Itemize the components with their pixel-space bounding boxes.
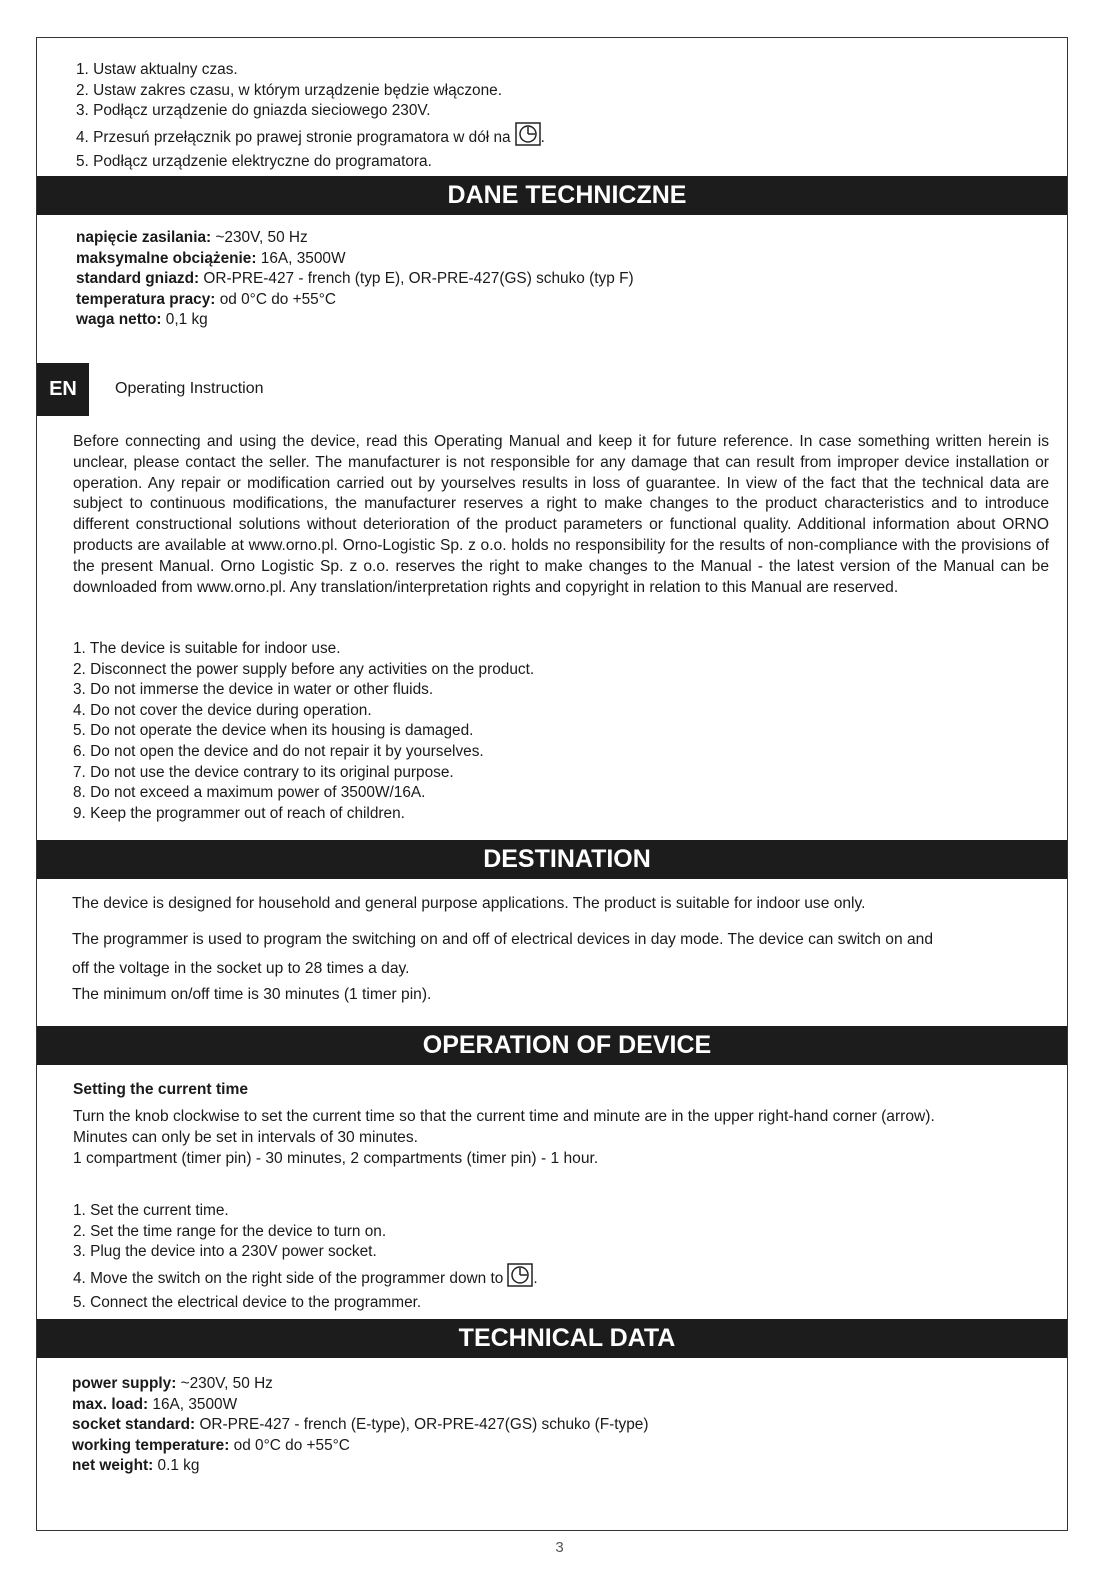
paragraph: Minutes can only be set in intervals of 30 minutes. <box>73 1128 418 1146</box>
list-item: 6. Do not open the device and do not repair it by yourselves. <box>73 742 484 760</box>
tech-row <box>72 1456 648 1477</box>
tech-row <box>76 310 634 331</box>
list-item: 3. Do not immerse the device in water or other fluids. <box>73 681 434 699</box>
tech-row <box>72 1415 648 1436</box>
tech-label: napięcie zasilania: <box>76 229 212 246</box>
tech-row <box>72 1436 648 1457</box>
tech-row <box>76 269 634 290</box>
list-item: 2. Set the time range for the device to turn on. <box>73 1222 387 1240</box>
list-item: 1. Set the current time. <box>73 1202 229 1219</box>
tech-label: net weight: <box>72 1457 154 1475</box>
tech-value: 16A, 3500W <box>256 249 346 267</box>
page-number: 3 <box>555 1539 564 1556</box>
destination-text: The programmer is used to program the switching on and off of electrical devices in day mode. The device can switch on and <box>72 931 933 948</box>
tech-label: temperatura pracy: <box>76 290 216 308</box>
list-item: 2. Ustaw zakres czasu, w którym urządzenie będzie włączone. <box>76 81 502 99</box>
tech-row <box>72 1395 648 1416</box>
clock-icon <box>515 122 541 153</box>
section-heading: TECHNICAL DATA <box>37 1319 1067 1358</box>
list-item: 7. Do not use the device contrary to its original purpose. <box>73 763 454 781</box>
tech-row <box>76 249 634 270</box>
clock-icon <box>507 1263 533 1294</box>
pl-tech-data <box>76 228 634 331</box>
destination-text: The minimum on/off time is 30 minutes (1 timer pin). <box>72 986 432 1003</box>
section-heading: OPERATION OF DEVICE <box>37 1026 1067 1065</box>
list-item: 4. Przesuń przełącznik po prawej stronie programatora w dół na . <box>76 122 545 153</box>
subsection-title: Setting the current time <box>73 1081 249 1098</box>
section-heading: DESTINATION <box>37 840 1067 879</box>
list-item: 5. Do not operate the device when its housing is damaged. <box>73 722 474 740</box>
tech-label: power supply: <box>72 1375 177 1392</box>
paragraph: Turn the knob clockwise to set the current time so that the current time and minute are in the upper right-hand corner (arrow). <box>73 1108 935 1125</box>
paragraph: 1 compartment (timer pin) - 30 minutes, 2 compartments (timer pin) - 1 hour. <box>73 1149 599 1167</box>
pl-steps-list <box>76 60 545 173</box>
tech-label: waga netto: <box>76 311 162 329</box>
tech-value: ~230V, 50 Hz <box>211 229 308 246</box>
en-tech-data <box>72 1374 648 1477</box>
list-item: 4. Do not cover the device during operation. <box>73 701 372 719</box>
tech-value: ~230V, 50 Hz <box>176 1375 273 1392</box>
tech-row <box>76 290 634 311</box>
tech-value: 0,1 kg <box>161 311 208 329</box>
tech-label: standard gniazd: <box>76 270 200 288</box>
tech-value: OR-PRE-427 - french (typ E), OR-PRE-427(GS) schuko (typ F) <box>199 270 634 288</box>
list-item: 2. Disconnect the power supply before any activities on the product. <box>73 660 535 678</box>
list-item: 1. The device is suitable for indoor use. <box>73 640 341 657</box>
setting-text <box>73 1107 1053 1169</box>
tech-value: od 0°C do +55°C <box>229 1436 350 1454</box>
list-item: 3. Plug the device into a 230V power socket. <box>73 1243 377 1261</box>
list-item: 1. Ustaw aktualny czas. <box>76 61 238 78</box>
list-item: 9. Keep the programmer out of reach of children. <box>73 804 405 822</box>
list-item-text: 4. Przesuń przełącznik po prawej stronie programatora w dół na <box>76 128 511 146</box>
section-title: Operating Instruction <box>115 380 264 397</box>
tech-row <box>76 228 634 249</box>
en-steps-list <box>73 1201 538 1314</box>
destination-text: off the voltage in the socket up to 28 times a day. <box>72 960 410 977</box>
tech-value: 0.1 kg <box>153 1457 200 1475</box>
list-item: 5. Connect the electrical device to the programmer. <box>73 1294 422 1312</box>
tech-label: max. load: <box>72 1395 149 1413</box>
tech-value: od 0°C do +55°C <box>215 290 336 308</box>
list-item: 4. Move the switch on the right side of the programmer down to . <box>73 1263 538 1294</box>
tech-row <box>72 1374 648 1395</box>
tech-value: OR-PRE-427 - french (E-type), OR-PRE-427(GS) schuko (F-type) <box>195 1416 649 1434</box>
list-item: 8. Do not exceed a maximum power of 3500W/16A. <box>73 784 426 802</box>
safety-list <box>73 639 534 824</box>
destination-text: The device is designed for household and general purpose applications. The product is suitable for indoor use only. <box>72 895 866 912</box>
list-item-text: 4. Move the switch on the right side of the programmer down to <box>73 1269 504 1287</box>
tech-label: working temperature: <box>72 1436 230 1454</box>
tech-label: socket standard: <box>72 1416 196 1434</box>
tech-label: maksymalne obciążenie: <box>76 249 257 267</box>
language-badge: EN <box>37 363 89 416</box>
tech-value: 16A, 3500W <box>148 1395 238 1413</box>
list-item: 3. Podłącz urządzenie do gniazda sieciowego 230V. <box>76 102 431 120</box>
intro-paragraph: Before connecting and using the device, read this Operating Manual and keep it for future reference. In case something written herein is unclear, please contact the seller. The manufacturer is not responsible for any damage that can result from improper device installation or operation. Any repair or modification carried out by yourselves results in loss of guarantee. In view of the fact that the technical data are subject to continuous modifications, the manufacturer reserves a right to make changes to the product characteristics and to introduce different constructional solutions without deterioration of the product parameters or functional quality. Additional information about ORNO products are available at www.orno.pl. Orno-Logistic Sp. z o.o. holds no responsibility for the results of non-compliance with the provisions of the present Manual. Orno Logistic Sp. z o.o. reserves the right to make changes to the Manual - the latest version of the Manual can be downloaded from www.orno.pl. Any translation/interpretation rights and copyright in relation to this Manual are reserved. <box>73 433 1049 596</box>
list-item: 5. Podłącz urządzenie elektryczne do programatora. <box>76 153 432 171</box>
section-heading: DANE TECHNICZNE <box>37 176 1067 215</box>
